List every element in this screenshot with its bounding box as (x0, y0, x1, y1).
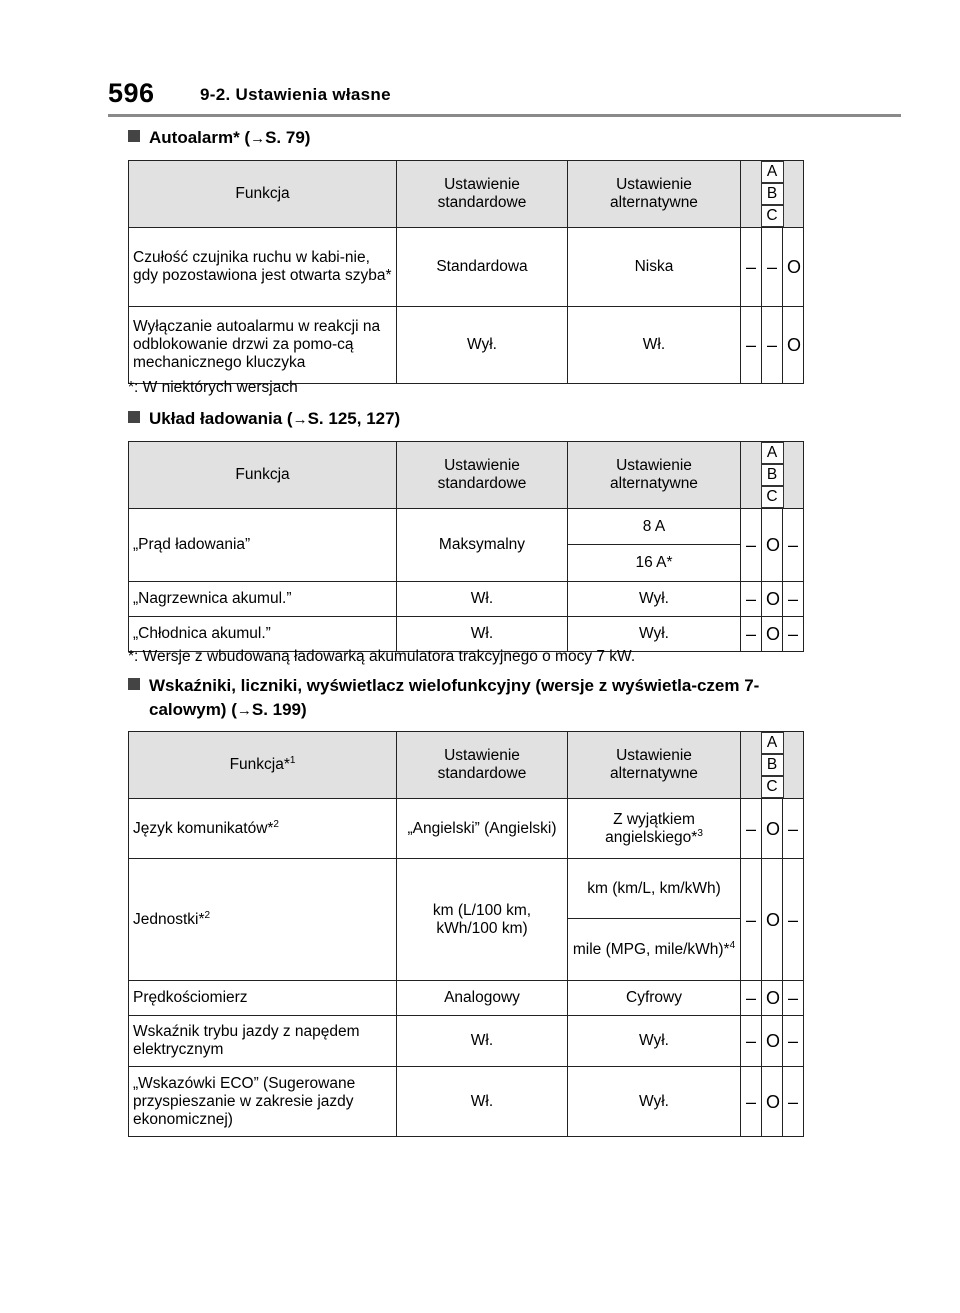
cell-b: O (762, 859, 783, 981)
col-header-abc (741, 161, 804, 228)
table-row (129, 509, 804, 545)
page-ref-link[interactable]: S. 79) (265, 128, 311, 147)
table-row (129, 1067, 804, 1137)
cell-a: – (741, 228, 762, 307)
cell-function: Jednostki*$^2$ (129, 859, 397, 981)
footnote-marker: 3 (697, 827, 703, 839)
cell-c: – (783, 799, 804, 859)
footnote-marker: 1 (289, 755, 296, 766)
table-row (129, 981, 804, 1016)
cell-c: – (783, 981, 804, 1016)
cell-c: – (783, 859, 804, 981)
table-row (129, 228, 804, 307)
col-header-function: Funkcja*$^1$ (129, 732, 397, 799)
cell-alternative: Wył. (568, 1016, 741, 1067)
col-header-a: A (761, 161, 784, 183)
cell-alternative: 16 A* (568, 545, 741, 582)
arrow-right-icon: → (292, 411, 308, 428)
cell-alternative: Wył. (568, 1067, 741, 1137)
col-header-alternative: Ustawienie alternatywne (568, 732, 741, 799)
cell-alternative: 8 A (568, 509, 741, 545)
footnote-marker: 2 (273, 818, 279, 830)
col-header-b: B (761, 754, 784, 776)
bullet-square-icon (128, 411, 140, 423)
table-row (129, 582, 804, 617)
col-header-default: Ustawienie standardowe (397, 161, 568, 228)
cell-b: O (762, 509, 783, 582)
cell-default: Maksymalny (397, 509, 568, 582)
cell-b: O (762, 799, 783, 859)
col-header-function: Funkcja (129, 161, 397, 228)
cell-function: „Nagrzewnica akumul.” (129, 582, 397, 617)
cell-a: – (741, 617, 762, 652)
cell-c: – (783, 617, 804, 652)
cell-a: – (741, 509, 762, 582)
cell-alternative: Cyfrowy (568, 981, 741, 1016)
col-header-alternative: Ustawienie alternatywne (568, 161, 741, 228)
arrow-right-icon: → (250, 130, 266, 147)
cell-b: – (762, 307, 783, 384)
cell-default: Wł. (397, 1067, 568, 1137)
table-row (129, 859, 804, 919)
cell-c: O (783, 228, 804, 307)
page-ref-link[interactable]: S. 199) (251, 700, 307, 719)
cell-default: Wł. (397, 582, 568, 617)
col-header-alternative: Ustawienie alternatywne (568, 442, 741, 509)
col-header-default: Ustawienie standardowe (397, 442, 568, 509)
cell-b: O (762, 981, 783, 1016)
table-row (129, 307, 804, 384)
cell-function: Wyłączanie autoalarmu w reakcji na odblokowanie drzwi za pomo-cą mechanicznego kluczyka (129, 307, 397, 384)
section-title-charging: Układ ładowania (→S. 125, 127) (128, 407, 400, 432)
cell-b: O (762, 582, 783, 617)
page-ref-link[interactable]: S. 125, 127) (307, 409, 401, 428)
section-title-meters: Wskaźniki, liczniki, wyświetlacz wielofunkcyjny (wersje z wyświetla-czem 7-calowym) (→S. 199) (128, 674, 818, 723)
table-charging (128, 441, 804, 652)
cell-alternative: Wył. (568, 582, 741, 617)
cell-c: – (783, 1067, 804, 1137)
cell-alternative: Z wyjątkiem angielskiego*$^3$ (568, 799, 741, 859)
cell-alternative: mile (MPG, mile/kWh)*$^4$ (568, 919, 741, 981)
col-header-default: Ustawienie standardowe (397, 732, 568, 799)
footnote-charging: *: Wersje z wbudowaną ładowarką akumulatora trakcyjnego o mocy 7 kW. (128, 648, 636, 665)
cell-b: O (762, 1067, 783, 1137)
table-row (129, 799, 804, 859)
col-header-c: C (761, 205, 784, 227)
col-header-b: B (761, 183, 784, 205)
cell-a: – (741, 799, 762, 859)
cell-a: – (741, 307, 762, 384)
cell-default: Standardowa (397, 228, 568, 307)
cell-c: – (783, 509, 804, 582)
cell-function: Język komunikatów*$^2$ (129, 799, 397, 859)
footnote-marker: 2 (204, 909, 211, 921)
page-number: 596 (108, 78, 155, 108)
col-header-a: A (761, 732, 784, 754)
col-header-c: C (761, 776, 784, 798)
table-row (129, 1016, 804, 1067)
arrow-right-icon: → (236, 702, 252, 719)
cell-function: „Prąd ładowania” (129, 509, 397, 582)
cell-default: km (L/100 km, kWh/100 km) (397, 859, 568, 981)
cell-function: „Chłodnica akumul.” (129, 617, 397, 652)
cell-function: Wskaźnik trybu jazdy z napędem elektrycznym (129, 1016, 397, 1067)
cell-default: „Angielski” (Angielski) (397, 799, 568, 859)
col-header-function: Funkcja (129, 442, 397, 509)
cell-b: O (762, 1016, 783, 1067)
footnote-autoalarm: *: W niektórych wersjach (128, 379, 298, 396)
col-header-c: C (761, 486, 784, 508)
cell-b: – (762, 228, 783, 307)
col-header-abc (741, 442, 804, 509)
col-header-b: B (761, 464, 784, 486)
page-header (0, 0, 960, 118)
cell-a: – (741, 1067, 762, 1137)
header-rule (108, 114, 901, 117)
cell-function: Prędkościomierz (129, 981, 397, 1016)
cell-default: Wył. (397, 307, 568, 384)
cell-alternative: km (km/L, km/kWh) (568, 859, 741, 919)
chapter-title: 9-2. Ustawienia własne (200, 85, 391, 104)
col-header-abc (741, 732, 804, 799)
bullet-square-icon (128, 678, 140, 690)
cell-alternative: Wył. (568, 617, 741, 652)
cell-default: Wł. (397, 1016, 568, 1067)
cell-alternative: Wł. (568, 307, 741, 384)
table-header-row (129, 442, 804, 509)
bullet-square-icon (128, 130, 140, 142)
cell-a: – (741, 582, 762, 617)
cell-default: Analogowy (397, 981, 568, 1016)
cell-alternative: Niska (568, 228, 741, 307)
cell-default: Wł. (397, 617, 568, 652)
cell-c: – (783, 1016, 804, 1067)
cell-function: Czułość czujnika ruchu w kabi-nie, gdy pozostawiona jest otwarta szyba* (129, 228, 397, 307)
cell-a: – (741, 859, 762, 981)
table-autoalarm (128, 160, 804, 384)
table-meters (128, 731, 804, 1137)
cell-a: – (741, 1016, 762, 1067)
footnote-marker: 4 (729, 939, 736, 951)
cell-function: „Wskazówki ECO” (Sugerowane przyspieszanie w zakresie jazdy ekonomicznej) (129, 1067, 397, 1137)
cell-c: O (783, 307, 804, 384)
table-header-row (129, 161, 804, 228)
section-title-autoalarm: Autoalarm* (→S. 79) (128, 126, 310, 151)
table-header-row (129, 732, 804, 799)
cell-a: – (741, 981, 762, 1016)
cell-c: – (783, 582, 804, 617)
col-header-a: A (761, 442, 784, 464)
cell-b: O (762, 617, 783, 652)
